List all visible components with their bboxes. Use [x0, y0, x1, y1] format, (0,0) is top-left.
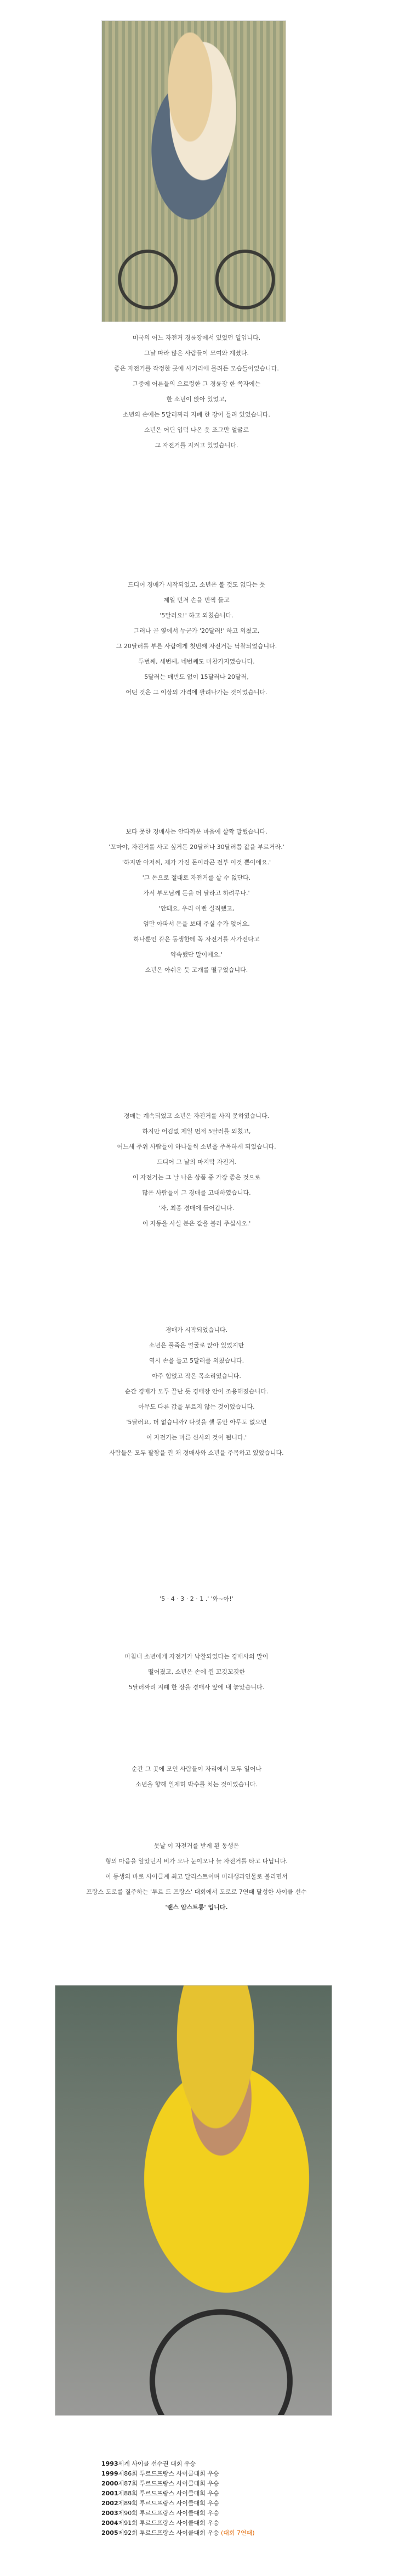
story-line: 5달러는 매번도 없이 15달러나 20달러,: [144, 673, 249, 680]
record-item: 2003제90회 투르드프랑스 사이클대회 우승: [101, 2510, 219, 2517]
story-line: 그 자전거를 지켜고 있었습니다.: [155, 442, 238, 449]
record-item: 2000제87회 투르드프랑스 사이클대회 우승: [101, 2480, 219, 2487]
story-section-sold: [0, 1649, 393, 1695]
story-line: 어느새 주위 사람들이 하나둘씩 소년을 주목하게 되었습니다.: [117, 1143, 276, 1150]
story-section-last-bike: [0, 1109, 393, 1231]
story-section-countdown: [0, 1591, 393, 1607]
story-line: 이 동생의 바로 사이클계 최고 달리스트이며 미래생과인물로 불리면서: [105, 1873, 288, 1880]
story-line: 순간 그 곳에 모인 사람들이 자리에서 모두 일어나: [132, 1765, 261, 1773]
story-section-auction-start: [0, 577, 393, 700]
cyclist-photo: [55, 1985, 332, 2416]
story-line: 5달러짜리 지폐 한 장을 경매사 앞에 내 놓았습니다.: [128, 1684, 265, 1691]
story-line: 보다 못한 경매사는 안타까운 마음에 살짝 말했습니다.: [126, 828, 267, 835]
story-line: 엄만 아파서 돈을 보태 주실 수가 없어요.: [143, 920, 250, 927]
story-line: 경매가 시작되었습니다.: [165, 1326, 228, 1334]
story-line: 아주 힘없고 작은 목소리였습니다.: [152, 1373, 241, 1380]
story-line: 드디어 그 날의 마지막 자전거.: [157, 1158, 236, 1166]
story-line: 그날 따라 많은 사람들이 모여와 계셨다.: [144, 350, 249, 357]
story-section-final-bid: [0, 1323, 393, 1461]
story-line: 하나뿐인 같은 동생한테 꼭 자전거를 사가진다고: [133, 936, 260, 943]
story-section-reveal: [0, 1838, 393, 1915]
story-section-dialogue: [0, 824, 393, 978]
record-item: 2004제91회 투르드프랑스 사이클대회 우승: [101, 2519, 219, 2527]
story-line: 드디어 경매가 시작되었고, 소년은 볼 것도 없다는 듯: [127, 581, 266, 588]
story-line: 이 자동을 사실 분은 값을 불러 주십시오.': [142, 1220, 251, 1227]
story-line: 어떤 것은 그 이상의 가격에 팔려나가는 것이었습니다.: [126, 689, 267, 696]
story-line: 순간 경매가 모두 끝난 듯 경매장 안이 조용해졌습니다.: [124, 1388, 269, 1395]
story-line: 그 20달러를 부른 사람에게 첫번째 자전거는 낙찰되었습니다.: [116, 643, 277, 650]
story-line: 프랑스 도로를 질주하는 '투르 드 프랑스' 대회에서 도로로 7연패 달성한 사이클 선수: [86, 1888, 307, 1896]
record-item: 2001제88회 투르드프랑스 사이클대회 우승: [101, 2490, 219, 2497]
story-line: '5달러요!' 하고 외쳤습니다.: [160, 612, 233, 619]
story-line: 약속했단 말이에요.': [170, 951, 223, 958]
story-line: 역시 손을 들고 5달러를 외쳤습니다.: [149, 1357, 244, 1364]
story-line: '그 돈으로 절대로 자전거를 살 수 없단다.: [142, 874, 251, 881]
story-line: 이 자전거는 마른 신사의 것이 됩니다.': [146, 1434, 247, 1441]
career-records-list: [101, 2459, 285, 2538]
story-line: 많은 사람들이 그 경매를 고대하였습니다.: [142, 1189, 251, 1196]
story-section-applause: [0, 1762, 393, 1792]
story-line: 사람들은 모두 팔짱을 낀 채 경매사와 소년을 주목하고 있었습니다.: [109, 1449, 284, 1456]
story-line: '랜스 암스트롱' 입니다.: [165, 1904, 228, 1911]
story-line: 가서 부모님께 돈을 더 달라고 하려무나.': [143, 890, 250, 897]
record-item: 2002제89회 투르드프랑스 사이클대회 우승: [101, 2500, 219, 2507]
story-line: 이 자전거는 그 날 나온 상품 중 가장 좋은 것으로: [132, 1174, 261, 1181]
story-line: 소년은 풀죽은 얼굴로 앉아 있었지만: [149, 1342, 244, 1349]
story-line: '꼬마야, 자전거를 사고 싶거든 20달러나 30달러쯤 값을 부르거라.': [109, 843, 284, 851]
story-line: 하지만 어김없 제일 먼저 5달러를 외쳤고,: [142, 1128, 251, 1135]
story-line: '5 · 4 · 3 · 2 · 1 .' '와~아!': [160, 1595, 233, 1602]
story-line: '하지만 아저씨, 제가 가진 돈이라곤 전부 이것 뿐이에요.': [122, 859, 271, 866]
story-line: 좋은 자전거를 작정한 곳에 사거리에 몰려든 모습들이었습니다.: [114, 365, 279, 372]
story-line: 그중에 어른들의 으르렁한 그 경륜장 한 쪽자에는: [132, 380, 261, 387]
record-item: 1993세계 사이클 선수권 대회 우승: [101, 2460, 196, 2467]
record-item: 2005제92회 투르드프랑스 사이클대회 우승 (대회 7연패): [101, 2529, 255, 2536]
story-line: 제일 먼저 손을 번쩍 들고: [163, 597, 230, 604]
record-item: 1999제86회 투르드프랑스 사이클대회 우승: [101, 2470, 219, 2477]
story-line: 경매는 계속되었고 소년은 자전거를 사지 못하였습니다.: [123, 1112, 270, 1120]
story-line: 미국의 어느 자전거 경륜장에서 있었던 일입니다.: [132, 334, 261, 341]
story-line: 소년은 어딘 입덕 나온 옷 조그만 얼굴로: [144, 426, 249, 434]
boy-on-bicycle-photo: [101, 20, 286, 322]
story-line: 소년을 향해 일제히 박수를 치는 것이었습니다.: [135, 1781, 258, 1788]
story-line: 떨어졌고, 소년은 손에 쥔 꼬깃꼬깃한: [148, 1668, 245, 1675]
story-section-intro: [0, 330, 393, 453]
story-line: 못날 이 자전거를 받게 된 동생은: [153, 1842, 240, 1849]
story-line: 소년의 손에는 5달러짜리 지폐 한 장이 들려 있었습니다.: [123, 411, 270, 418]
story-line: 한 소년이 앉아 있었고,: [166, 396, 227, 403]
story-line: '5달러요, 더 없습니까? 다섯을 셀 동안 아무도 없으면: [126, 1419, 267, 1426]
story-line: 두번째, 세번째, 네번째도 마찬가지였습니다.: [138, 658, 255, 665]
story-line: 형의 마음을 알았던지 비가 오나 눈이오나 늘 자전거를 타고 다닙니다.: [105, 1858, 288, 1865]
story-line: 마침내 소년에게 자전거가 낙찰되었다는 경매사의 말이: [124, 1653, 269, 1660]
story-line: '안돼요, 우리 아빤 실직했고,: [158, 905, 235, 912]
story-line: 그러나 곧 옆에서 누군가 '20달러!' 하고 외쳤고,: [133, 627, 260, 634]
story-line: '자, 최종 경매에 들어갑니다.: [158, 1205, 235, 1212]
story-line: 소년은 아쉬운 듯 고개를 떨구었습니다.: [145, 966, 248, 974]
story-line: 아무도 다른 값을 부르지 않는 것이었습니다.: [138, 1403, 255, 1410]
